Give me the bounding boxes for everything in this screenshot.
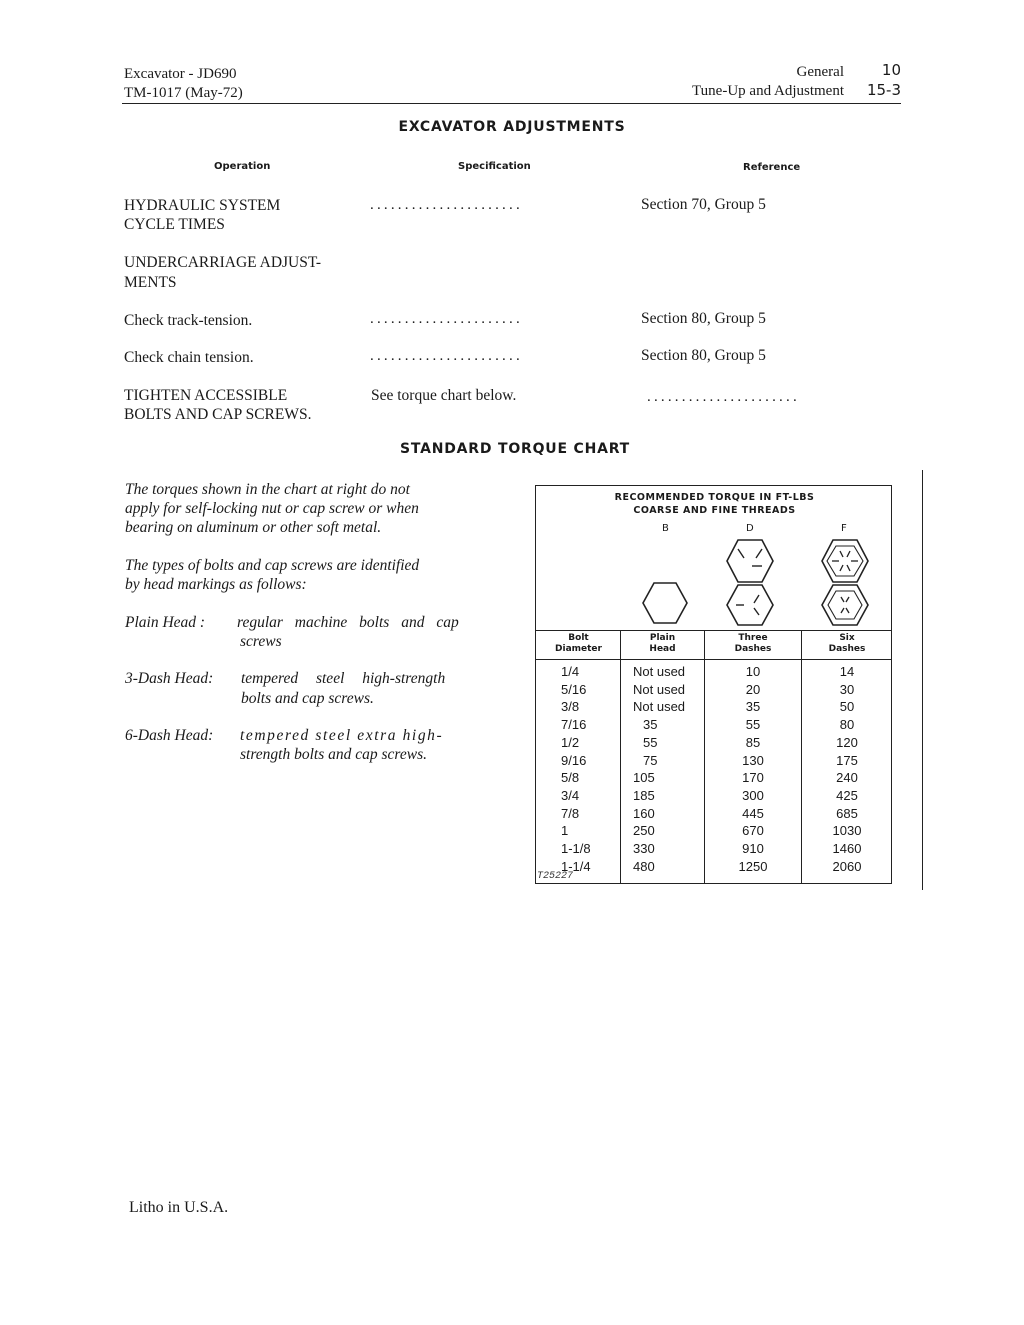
table-cell: 330 [633,841,655,857]
specification-text: See torque chart below. [371,387,517,404]
table-cell: 445 [742,805,764,821]
six-dash-head-icon [819,537,871,585]
table-cell: 1-1/8 [561,841,591,857]
plain-head-hex-icon [640,580,690,626]
col-header-operation: Operation [214,161,271,172]
table-cell: 1 [561,823,569,839]
column-letter-b: B [662,523,669,534]
table-cell: 55 [745,717,761,733]
table-cell: 685 [836,805,858,821]
operation-label: UNDERCARRIAGE ADJUST- [124,254,322,271]
plain-head-definition: regular machine bolts and cap [237,614,459,631]
three-dashes-column [705,663,801,875]
operation-label: CYCLE TIMES [124,216,225,233]
torque-table-heading: RECOMMENDED TORQUE IN FT-LBS [614,492,815,503]
table-header-rule-bottom [535,659,892,660]
column-header-three-dashes: Three Dashes [734,633,772,654]
table-cell: 910 [742,841,764,857]
section-name: General [796,64,844,80]
group-name: Tune-Up and Adjustment [692,83,844,99]
table-cell: Not used [633,699,686,715]
six-dash-head-alt-icon [819,582,871,628]
table-cell: 7/16 [561,717,587,733]
reference-text: Section 80, Group 5 [641,310,766,327]
column-header-six-dashes: Six Dashes [828,633,866,654]
table-cell: 425 [836,787,858,803]
table-cell: Not used [633,664,686,679]
table-cell: 185 [633,787,655,803]
section-number: 10 [881,61,901,79]
table-cell: 130 [742,752,764,768]
col-header-specification: Specification [458,161,531,172]
table-cell: 20 [745,681,761,697]
table-column-divider [620,630,621,884]
reference-text: Section 80, Group 5 [641,347,766,364]
table-cell: 1250 [738,858,768,874]
column-letter-d: D [746,523,754,534]
table-cell: 75 [643,752,658,768]
table-cell: 1460 [832,841,862,857]
table-cell: 1030 [832,823,862,839]
table-cell: 175 [836,752,858,768]
footer-litho: Litho in U.S.A. [129,1199,229,1216]
head-marking-intro: The types of bolts and cap screws are identified [125,557,420,574]
table-cell: 670 [742,823,764,839]
plain-head-term: Plain Head : [125,614,206,631]
six-dash-head-definition: strength bolts and cap screws. [240,746,427,763]
table-cell: 160 [633,805,655,821]
manual-number: TM-1017 (May-72) [124,85,243,101]
three-dash-head-definition: tempered steel high-strength [241,670,446,687]
torque-table-subheading: COARSE AND FINE THREADS [633,505,796,516]
table-cell: 120 [836,734,858,750]
table-cell: 35 [643,717,658,733]
table-header-rule-top [535,630,892,631]
figure-code: T25227 [537,871,574,882]
table-cell: 10 [745,664,761,679]
reference-leader: ...................... [647,389,800,405]
operation-label: HYDRAULIC SYSTEM [124,197,281,214]
table-cell: 50 [839,699,855,715]
table-cell: 14 [839,664,855,679]
table-cell: 2060 [832,858,862,874]
torque-note: apply for self-locking nut or cap screw or when [125,500,419,517]
operation-label: MENTS [124,274,177,291]
three-dash-head-term: 3-Dash Head: [125,670,214,687]
table-cell: 30 [839,681,855,697]
six-dashes-column [802,663,892,875]
table-cell: 300 [742,787,764,803]
torque-chart-title: STANDARD TORQUE CHART [399,441,631,457]
table-cell: 250 [633,823,655,839]
plain-head-definition: screws [240,633,282,650]
table-cell: 480 [633,858,655,874]
reference-text: Section 70, Group 5 [641,196,766,213]
three-dash-head-alt-icon [724,582,776,628]
table-cell: 85 [745,734,761,750]
operation-label: TIGHTEN ACCESSIBLE [124,387,288,404]
table-cell: 1/2 [561,734,580,750]
manual-title: Excavator - JD690 [124,66,237,82]
table-cell: 55 [643,734,658,750]
table-cell: 105 [633,770,655,786]
table-cell: 1/4 [561,664,580,679]
head-marking-intro: by head markings as follows: [125,576,307,593]
torque-note: The torques shown in the chart at right do not [125,481,410,498]
operation-label: Check track-tension. [124,312,253,329]
table-cell: 35 [745,699,761,715]
six-dash-head-term: 6-Dash Head: [125,727,214,744]
page-number: 15-3 [866,81,901,99]
specification-leader: ...................... [370,311,523,327]
table-cell: 3/8 [561,699,580,715]
table-cell: 5/8 [561,770,580,786]
table-cell: 80 [839,717,855,733]
plain-head-column [633,663,685,875]
operation-label: Check chain tension. [124,349,254,366]
header-rule [122,103,901,104]
col-header-reference: Reference [743,162,801,173]
table-cell: 3/4 [561,787,580,803]
specification-leader: ...................... [370,197,523,213]
table-cell: 240 [836,770,858,786]
bolt-diameter-column [561,663,591,875]
table-cell: Not used [633,681,686,697]
operation-label: BOLTS AND CAP SCREWS. [124,406,312,423]
column-letter-f: F [841,523,847,534]
table-cell: 1-1/4 [561,858,591,874]
table-cell: 7/8 [561,805,580,821]
table-cell: 9/16 [561,752,587,768]
column-header-bolt-diameter: Bolt Diameter [555,633,602,654]
three-dash-head-icon [724,537,776,585]
six-dash-head-definition: tempered steel extra high- [240,727,444,744]
three-dash-head-definition: bolts and cap screws. [241,690,374,707]
table-cell: 5/16 [561,681,587,697]
specification-leader: ...................... [370,348,523,364]
column-header-plain-head: Plain Head [649,633,676,654]
table-cell: 170 [742,770,764,786]
adjustments-title: EXCAVATOR ADJUSTMENTS [398,119,626,135]
torque-note: bearing on aluminum or other soft metal. [125,519,382,536]
margin-rule [922,470,923,890]
